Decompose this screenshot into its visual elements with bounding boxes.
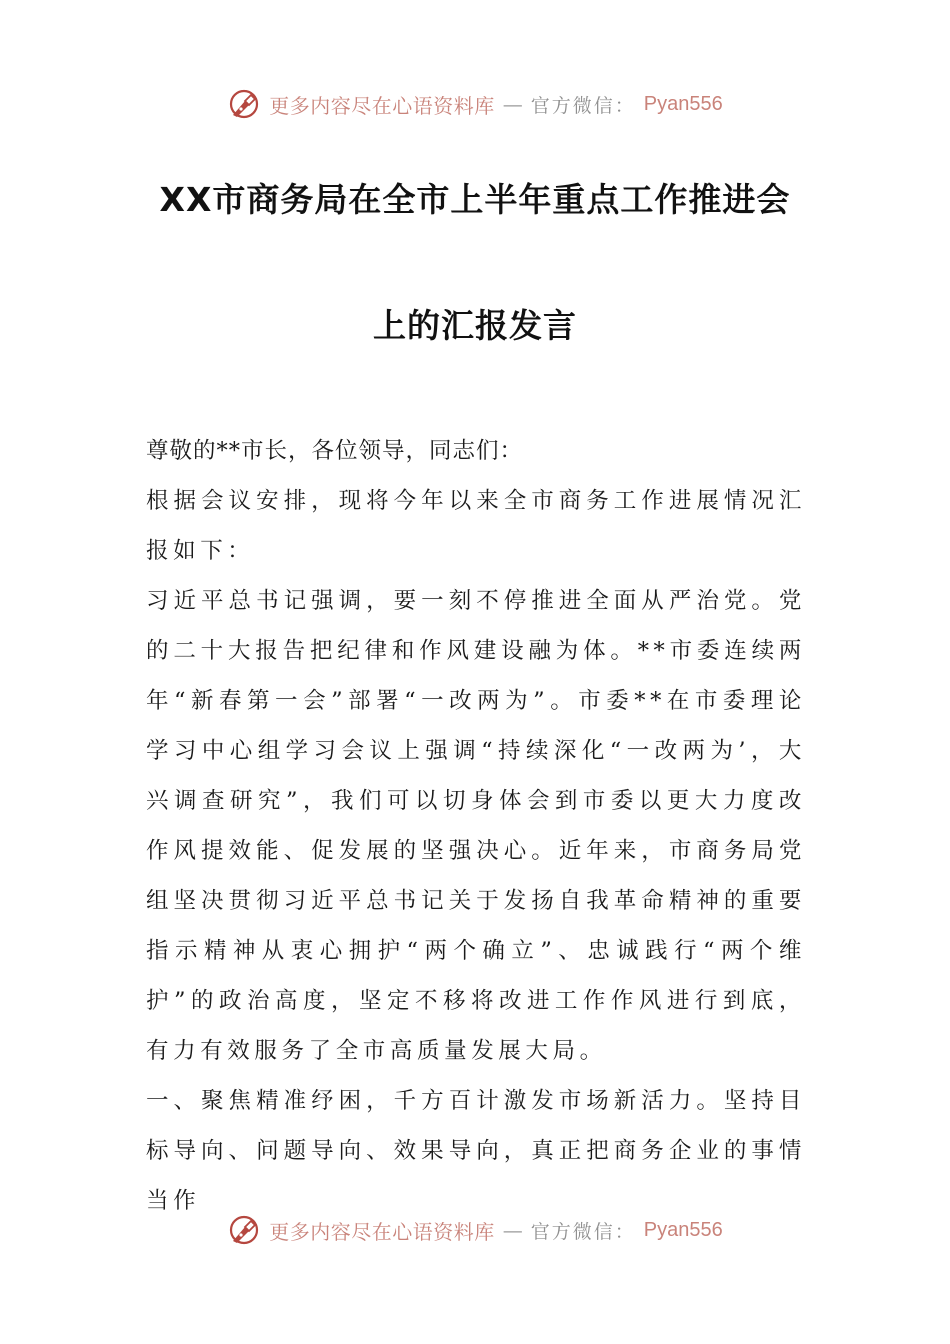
wechat-label: 官方微信： bbox=[530, 94, 636, 117]
document-title-line-2: 上的汇报发言 bbox=[373, 306, 577, 345]
banner-dash: — bbox=[502, 1218, 523, 1242]
wechat-id: Pyan556 bbox=[643, 1218, 723, 1241]
header-watermark-banner bbox=[0, 82, 950, 126]
promo-text: 更多内容尽在心语资料库 bbox=[269, 93, 495, 118]
document-body bbox=[146, 426, 806, 1226]
footer-watermark-banner bbox=[0, 1208, 950, 1252]
body-paragraph: 根据会议安排，现将今年以来全市商务工作进展情况汇报如下： bbox=[146, 488, 806, 564]
greeting-paragraph: 尊敬的**市长，各位领导，同志们： bbox=[146, 438, 524, 464]
promo-text: 更多内容尽在心语资料库 bbox=[269, 1219, 495, 1244]
pen-nib-logo-icon bbox=[227, 1213, 261, 1247]
wechat-id: Pyan556 bbox=[643, 92, 723, 115]
body-paragraph: 一、聚焦精准纾困，千方百计激发市场新活力。坚持目标导向、问题导向、效果导向，真正把商务企业的事情当作 bbox=[146, 1088, 806, 1214]
banner-dash: — bbox=[502, 92, 523, 116]
document-title-line-1: XX市商务局在全市上半年重点工作推进会 bbox=[159, 180, 791, 219]
body-paragraph: 习近平总书记强调，要一刻不停推进全面从严治党。党的二十大报告把纪律和作风建设融为体。**市委连续两年“新春第一会”部署“一改两为”。市委**在市委理论学习中心组学习会议上强调“持续深化“一改两为’，大兴调查研究”，我们可以切身体会到市委以更大力度改作风提效能、促发展的坚强决心。近年来，市商务局党组坚决贯彻习近平总书记关于发扬自我革命精神的重要指示精神从衷心拥护“两个确立”、忠诚践行“两个维护”的政治高度，坚定不移将改进工作作风进行到底，有力有效服务了全市高质量发展大局。 bbox=[146, 588, 806, 1064]
wechat-label: 官方微信： bbox=[530, 1220, 636, 1243]
pen-nib-logo-icon bbox=[227, 87, 261, 121]
